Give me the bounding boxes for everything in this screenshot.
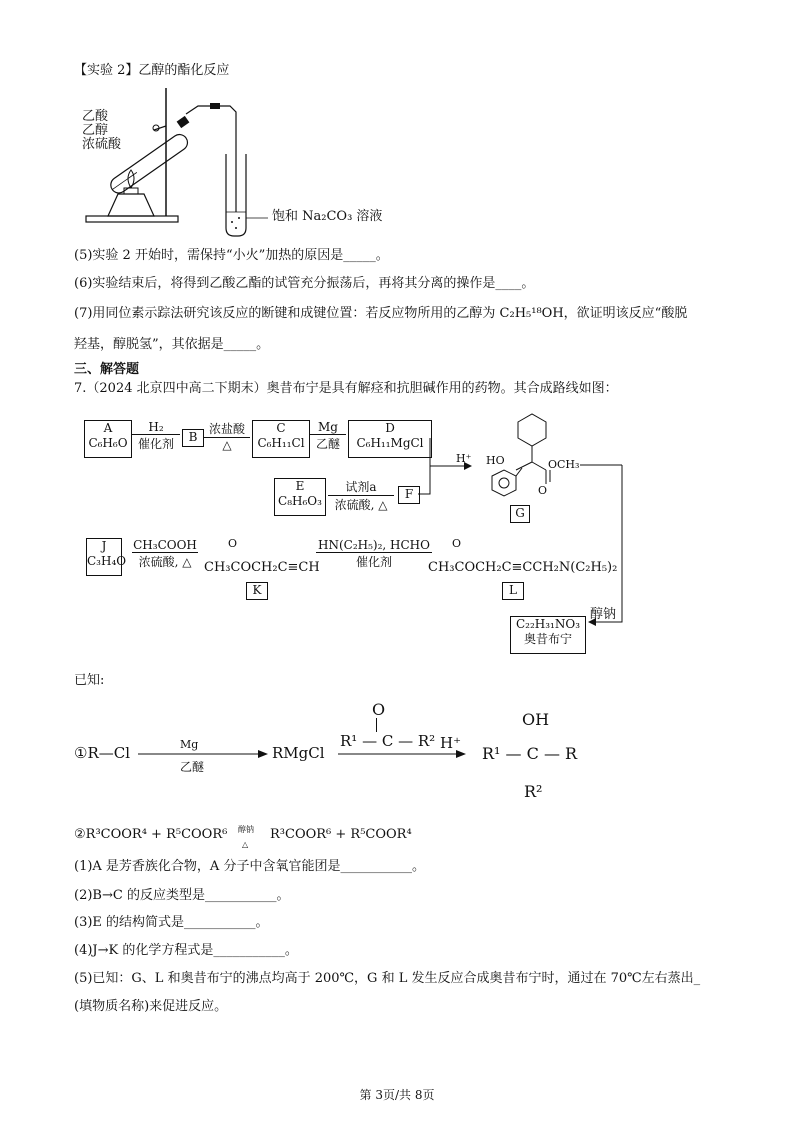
problem-7-intro: 7.（2024 北京四中高二下期末）奥昔布宁是具有解痉和抗胆碱作用的药物。其合成路线如图： (74, 381, 618, 396)
known-r1-reagent: R¹ — C — R² (340, 732, 436, 750)
arrow-C-D-top: Mg (318, 420, 338, 434)
compound-J-formula: C₃H₄O (87, 554, 127, 568)
product-formula: C₂₂H₃₁NO₃ (515, 617, 581, 631)
compound-B-box: B (182, 429, 204, 447)
compound-F-box: F (398, 486, 420, 504)
arrow-A-B (130, 420, 182, 460)
arrow-E-F-bottom: 浓硫酸, △ (334, 498, 388, 512)
product-box (510, 616, 586, 654)
page-footer: 第 3页/共 8页 (359, 1088, 435, 1102)
arrow-B-C (202, 420, 252, 460)
question-3: (3)E 的结构简式是___________。 (74, 915, 269, 930)
compound-E-label: E (295, 479, 305, 493)
tube-label: 饱和 Na₂CO₃ 溶液 (272, 209, 383, 224)
compound-J-box (86, 538, 127, 576)
arrow-J-K-bottom: 浓硫酸, △ (138, 555, 192, 569)
question-7-line2: 羟基，醇脱氢”，其依据是_____。 (74, 337, 270, 352)
reagent-acetic-acid: 乙酸 (82, 109, 109, 124)
section-heading: 三、解答题 (74, 362, 140, 377)
exp2-title: 【实验 2】乙醇的酯化反应 (74, 63, 230, 78)
known-r1-start: ①R—Cl (74, 744, 131, 762)
known-r2-bottom: △ (242, 840, 249, 849)
known-r2-left: ②R³COOR⁴ + R⁵COOR⁶ (74, 827, 228, 842)
known-r1-product: R¹ — C — R (482, 744, 578, 763)
compound-J-label: J (101, 539, 107, 553)
arrow-K-L (314, 538, 434, 578)
compound-A-box (84, 420, 132, 458)
known-r1-OH: OH (522, 710, 550, 729)
compound-C-formula: C₆H₁₁Cl (257, 436, 305, 450)
compound-A-label: A (103, 421, 113, 435)
L-O: O (452, 537, 462, 550)
arrow-A-B-bottom: 催化剂 (137, 437, 174, 451)
arrow-C-D-bottom: 乙醚 (315, 437, 340, 451)
known-r1-acid: H⁺ (440, 734, 461, 752)
compound-K-formula: CH₃COCH₂C≡CH (204, 560, 320, 575)
G-arrow-acid: H⁺ (456, 452, 472, 465)
compound-C-label: C (276, 421, 286, 435)
compound-A-formula: C₆H₆O (88, 436, 128, 450)
arrow-B-C-top: 浓盐酸 (208, 422, 245, 436)
arrow-C-D (308, 420, 348, 460)
known-r2-top: 醇钠 (238, 825, 254, 834)
arrow-E-F (326, 478, 396, 518)
K-O: O (228, 537, 238, 550)
question-7-line1: (7)用同位素示踪法研究该反应的断键和成键位置：若反应物所用的乙醇为 C₂H₅¹⁸OH，欲证明该反应“酸脱 (74, 306, 688, 321)
compound-K-box: K (246, 582, 268, 600)
compound-C-box (252, 420, 310, 458)
known-r1-O: O (372, 700, 386, 719)
arrow-A-B-top: H₂ (148, 420, 164, 434)
question-6: (6)实验结束后，将得到乙酸乙酯的试管充分振荡后，再将其分离的操作是____。 (74, 276, 535, 291)
known-r1-bottom: 乙醚 (180, 760, 205, 774)
known-r1-mid: RMgCl (272, 744, 325, 762)
reagent-sulfuric-acid: 浓硫酸 (82, 137, 122, 152)
compound-L-box: L (502, 582, 524, 600)
compound-D-label: D (385, 421, 395, 435)
known-r1-R2: R² (524, 782, 543, 801)
arrow-K-L-top: HN(C₂H₅)₂, HCHO (318, 538, 430, 552)
compound-G-box: G (510, 505, 530, 523)
compound-D-formula: C₆H₁₁MgCl (356, 436, 424, 450)
arrow-B-C-bottom: △ (222, 438, 232, 452)
question-5: (5)实验 2 开始时，需保持“小火”加热的原因是_____。 (74, 248, 389, 263)
known-heading: 已知: (74, 673, 105, 688)
question-5b-line2: (填物质名称)来促进反应。 (74, 999, 228, 1014)
compound-E-formula: C₈H₆O₃ (278, 494, 322, 508)
question-1: (1)A 是芳香族化合物，A 分子中含氧官能团是___________。 (74, 859, 425, 874)
compound-E-box (274, 478, 326, 516)
arrow-E-F-top: 试剂a (345, 480, 377, 494)
G-OCH3: OCH₃ (548, 458, 580, 471)
arrow-J-K (130, 538, 200, 578)
known-r2-right: R³COOR⁶ + R⁵COOR⁴ (270, 827, 412, 842)
compound-L-formula: CH₃COCH₂C≡CCH₂N(C₂H₅)₂ (428, 560, 618, 575)
G-O: O (538, 484, 548, 497)
product-name: 奥昔布宁 (523, 632, 572, 646)
question-2: (2)B→C 的反应类型是___________。 (74, 888, 290, 903)
arrow-K-L-bottom: 催化剂 (355, 555, 392, 569)
known-r1-top: Mg (180, 738, 199, 751)
question-4: (4)J→K 的化学方程式是___________。 (74, 943, 298, 958)
reagent-ethanol: 乙醇 (82, 123, 109, 138)
arrow-J-K-top: CH₃COOH (133, 538, 197, 552)
G-HO: HO (486, 454, 505, 467)
double-bond-mark (376, 718, 378, 732)
question-5b-line1: (5)已知：G、L 和奥昔布宁的沸点均高于 200℃，G 和 L 发生反应合成奥昔布宁时，通过在 70℃左右蒸出_ (74, 971, 701, 986)
product-reagent: 醇钠 (590, 607, 617, 622)
